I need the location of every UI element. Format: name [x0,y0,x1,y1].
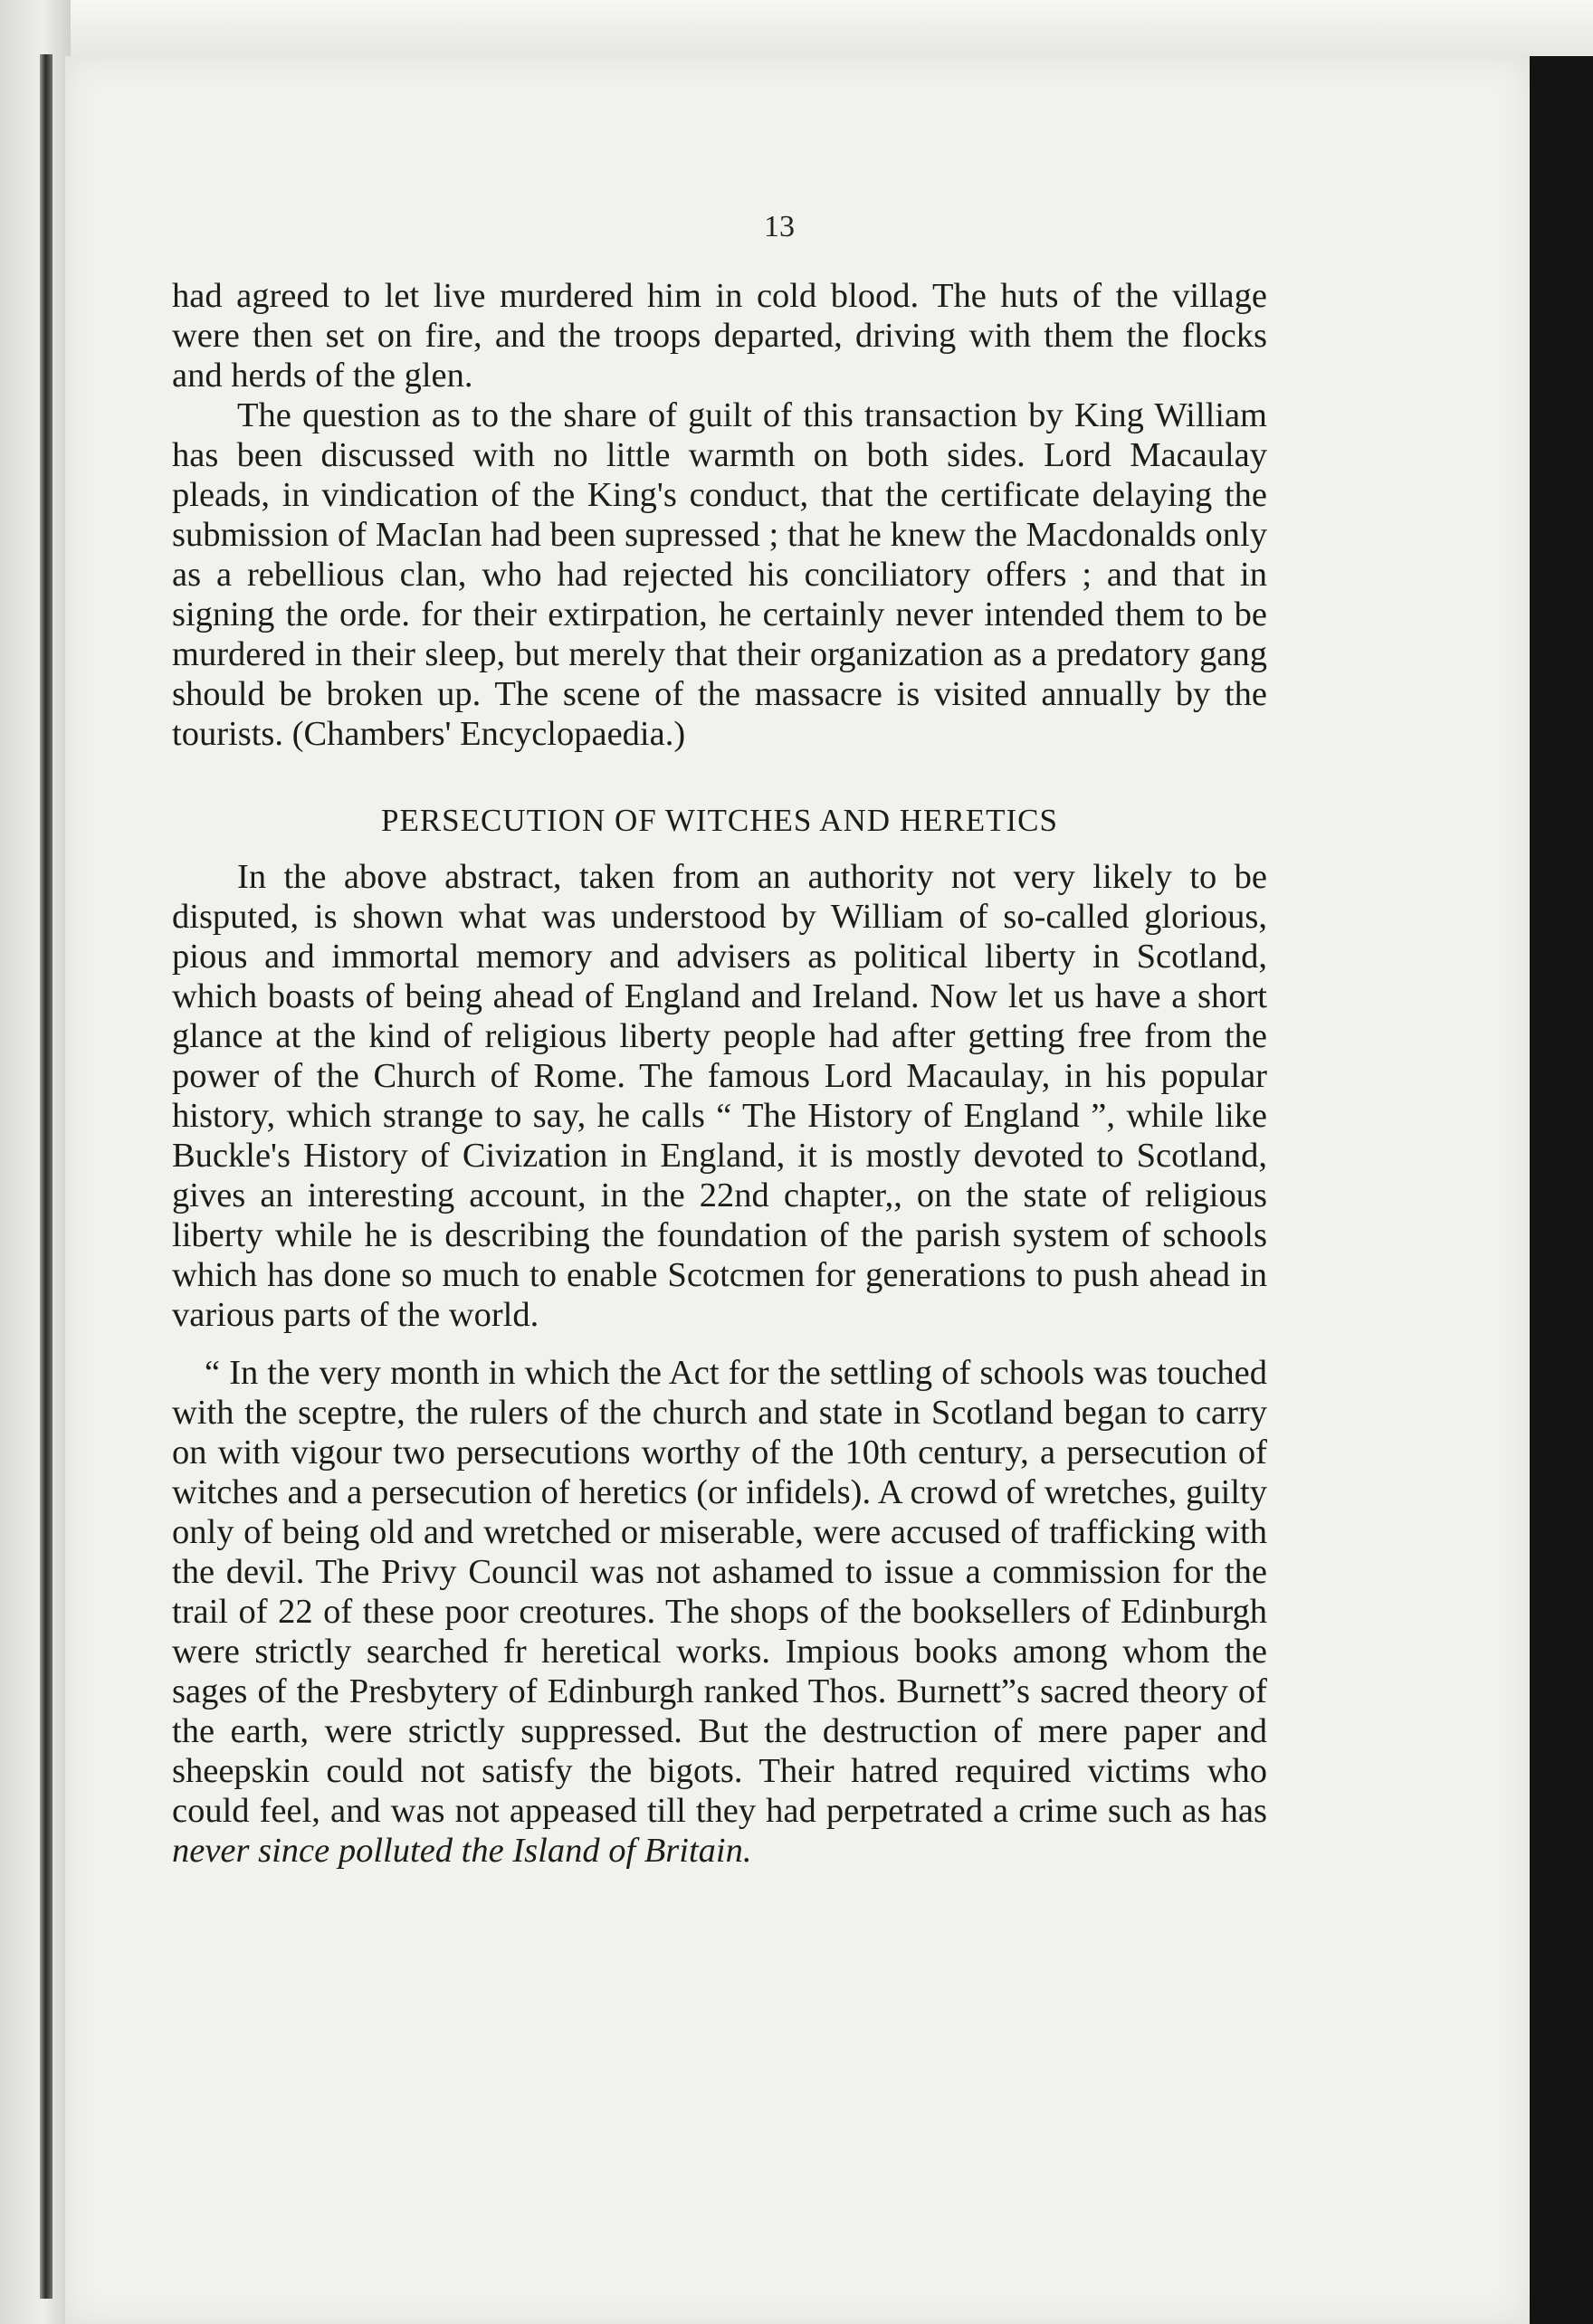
quote-italic-ending: never since polluted the Island of Britain. [172,1832,752,1870]
page-body [172,276,1267,1871]
paragraph-religious-liberty: In the above abstract, taken from an authority not very likely to be disputed, is shown what was understood by William of so-called glorious, pious and immortal memory and advisers as political liberty in Scotland, which boasts of being ahead of England and Ireland. Now let us have a short glance at the kind of religious liberty people had after getting free from the power of the Church of Rome. The famous Lord Macaulay, in his popular history, which strange to say, he calls “ The History of England ”, while like Buckle's History of Civization in England, it is mostly devoted to Scotland, gives an interesting account, in the 22nd chapter,, on the state of religious liberty while he is describing the foundation of the parish system of schools which has done so much to enable Scotcmen for generations to push ahead in various parts of the world. [172,858,1267,1334]
paragraph-king-william-guilt: The question as to the share of guilt of this transaction by King William has been discussed with no little warmth on both sides. Lord Macaulay pleads, in vindication of the King's conduct, that the certificate delaying the submission of MacIan had been supressed ; that he knew the Macdonalds only as a rebellious clan, who had rejected his conciliatory offers ; and that in signing the orde. for their extirpation, he certainly never intended them to be murdered in their sleep, but merely that their organization as a predatory gang should be broken up. The scene of the massacre is visited annually by the tourists. (Chambers' Encyclopaedia.) [172,396,1267,753]
book-spine [40,54,52,2299]
scan-background-top [0,0,1593,63]
scan-background-right [1530,56,1593,2324]
facing-page-edge [0,0,71,2324]
quote-text: “ In the very month in which the Act for the settling of schools was touched with the sceptre, the rulers of the church and state in Scotland began to carry on with vigour two persecutions worthy of the 10th century, a persecution of witches and a persecution of heretics (or infidels). A crowd of wretches, guilty only of being old and wretched or miserable, were accused of trafficking with the devil. The Privy Council was not ashamed to issue a commission for the trail of 22 of these poor creotures. The shops of the booksellers of Edinburgh were strictly searched fr heretical works. Impious books among whom the sages of the Presbytery of Edinburgh ranked Thos. Burnett”s sacred theory of the earth, were strictly suppressed. But the destruction of mere paper and sheepskin could not satisfy the bigots. Their hatred required victims who could feel, and was not appeased till they had perpetrated a crime such as has [172,1354,1267,1830]
paragraph-spacer [172,1335,1267,1353]
section-heading: PERSECUTION OF WITCHES AND HERETICS [380,803,1058,838]
paragraph-macaulay-quote [172,1353,1267,1871]
page-number: 13 [764,210,795,243]
paragraph-glen-massacre-end: had agreed to let live murdered him in cold blood. The huts of the village were then set on fire, and the troops departed, driving with them the flocks and herds of the glen. [172,277,1267,395]
